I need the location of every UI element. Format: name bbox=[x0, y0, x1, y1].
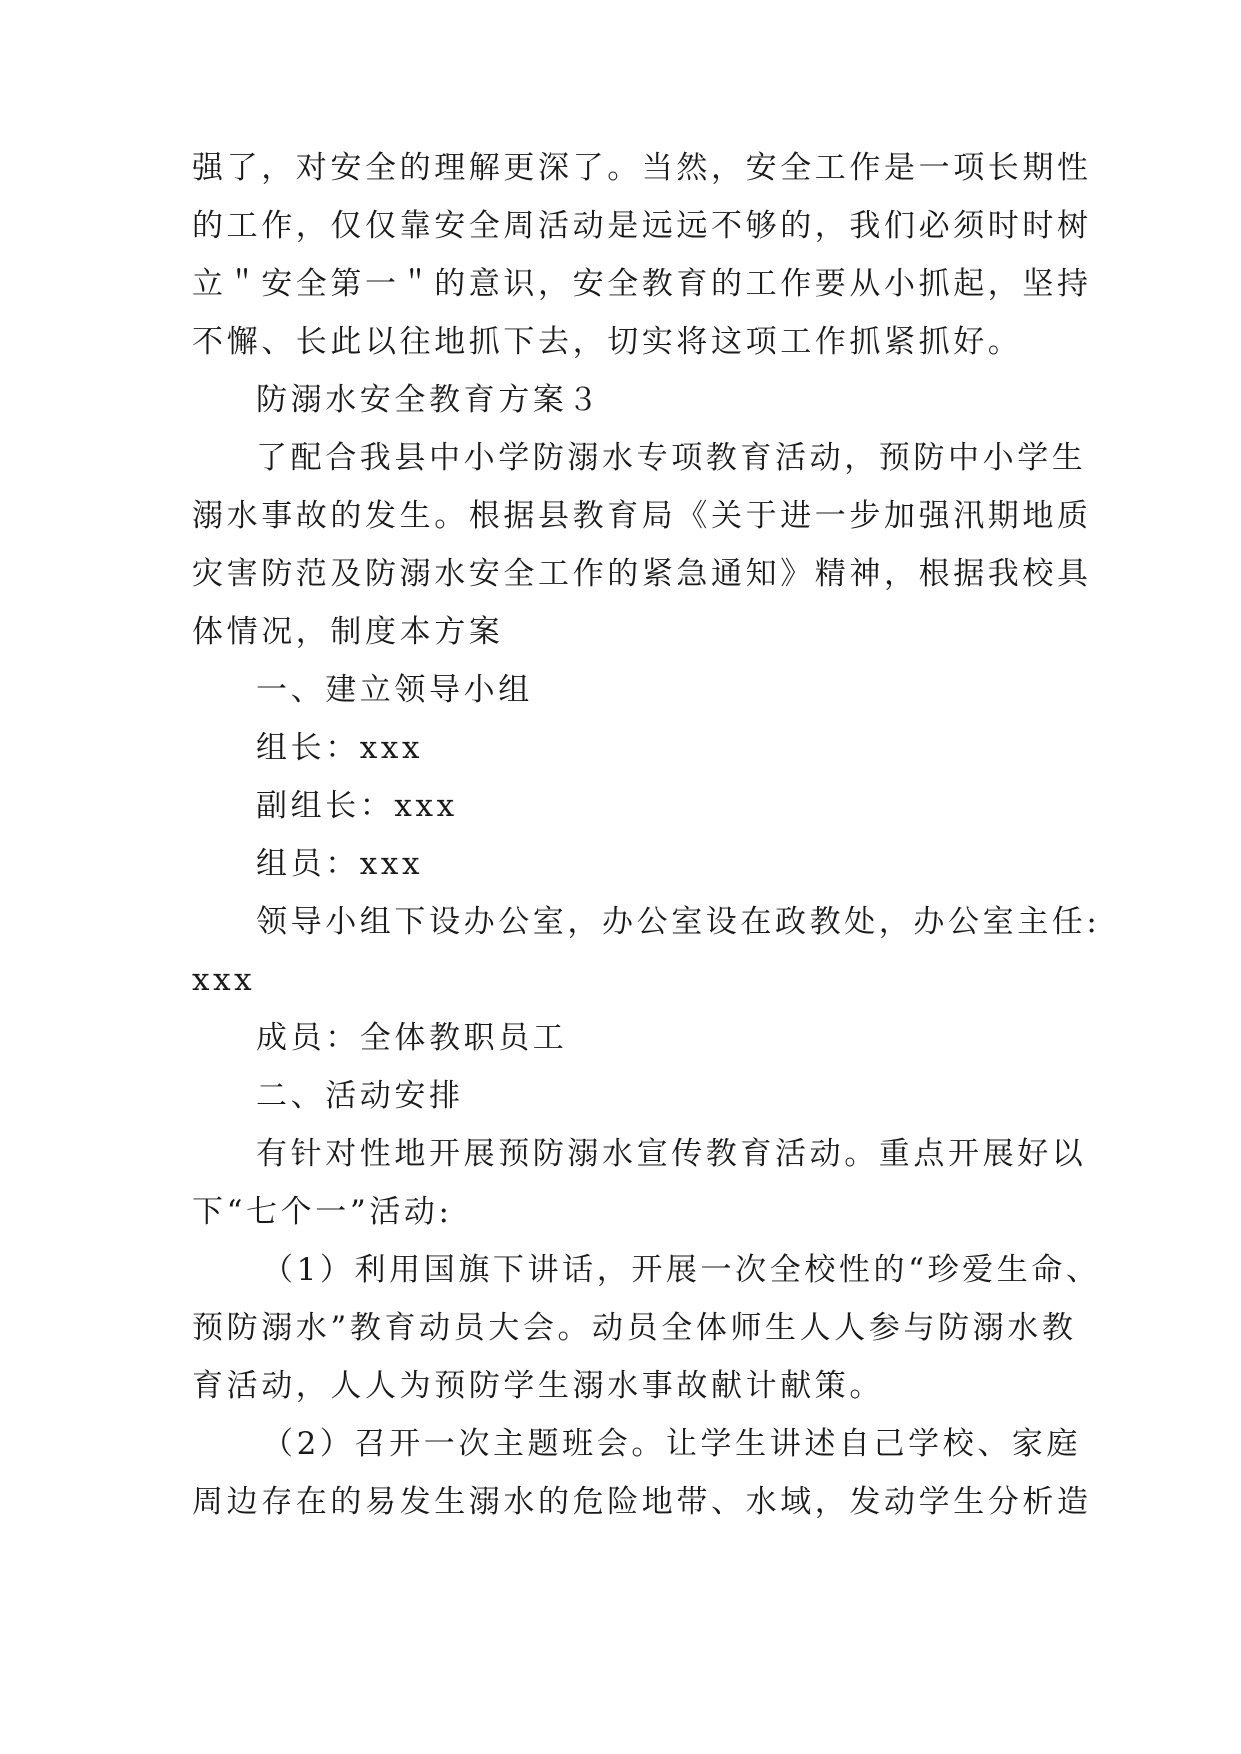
text-line: 体情况，制度本方案 bbox=[192, 614, 504, 650]
section-heading: 一、建立领导小组 bbox=[256, 672, 533, 708]
text-line: 了配合我县中小学防溺水专项教育活动，预防中小学生 bbox=[256, 440, 1087, 476]
text-line: 育活动，人人为预防学生溺水事故献计献策。 bbox=[192, 1368, 884, 1404]
text-line: 有针对性地开展预防溺水宣传教育活动。重点开展好以 bbox=[256, 1136, 1087, 1172]
text-line: 组长：xxx bbox=[256, 730, 424, 766]
text-line: 组员：xxx bbox=[256, 846, 424, 882]
text-line: 不懈、长此以往地抓下去，切实将这项工作抓紧抓好。 bbox=[192, 324, 1023, 360]
text-line: xxx bbox=[192, 962, 256, 998]
text-line: 强了，对安全的理解更深了。当然，安全工作是一项长期性 bbox=[192, 150, 1092, 186]
text-line: 的工作，仅仅靠安全周活动是远远不够的，我们必须时时树 bbox=[192, 208, 1092, 244]
text-line: 立＂安全第一＂的意识，安全教育的工作要从小抓起，坚持 bbox=[192, 266, 1092, 302]
text-line: 预防溺水”教育动员大会。动员全体师生人人参与防溺水教 bbox=[192, 1310, 1077, 1346]
text-line: 周边存在的易发生溺水的危险地带、水域，发动学生分析造 bbox=[192, 1484, 1092, 1520]
text-line: 灾害防范及防溺水安全工作的紧急通知》精神，根据我校具 bbox=[192, 556, 1092, 592]
text-line: 溺水事故的发生。根据县教育局《关于进一步加强汛期地质 bbox=[192, 498, 1092, 534]
text-line: （2）召开一次主题班会。让学生讲述自己学校、家庭 bbox=[262, 1426, 1082, 1462]
section-heading: 二、活动安排 bbox=[256, 1078, 464, 1114]
text-line: （1）利用国旗下讲话，开展一次全校性的“珍爱生命、 bbox=[262, 1252, 1101, 1288]
text-line: 副组长：xxx bbox=[256, 788, 458, 824]
text-line: 成员：全体教职员工 bbox=[256, 1020, 568, 1056]
text-line: 领导小组下设办公室，办公室设在政教处，办公室主任: bbox=[256, 904, 1101, 940]
text-line: 下“七个一”活动: bbox=[192, 1194, 453, 1230]
section-heading: 防溺水安全教育方案３ bbox=[256, 382, 602, 418]
